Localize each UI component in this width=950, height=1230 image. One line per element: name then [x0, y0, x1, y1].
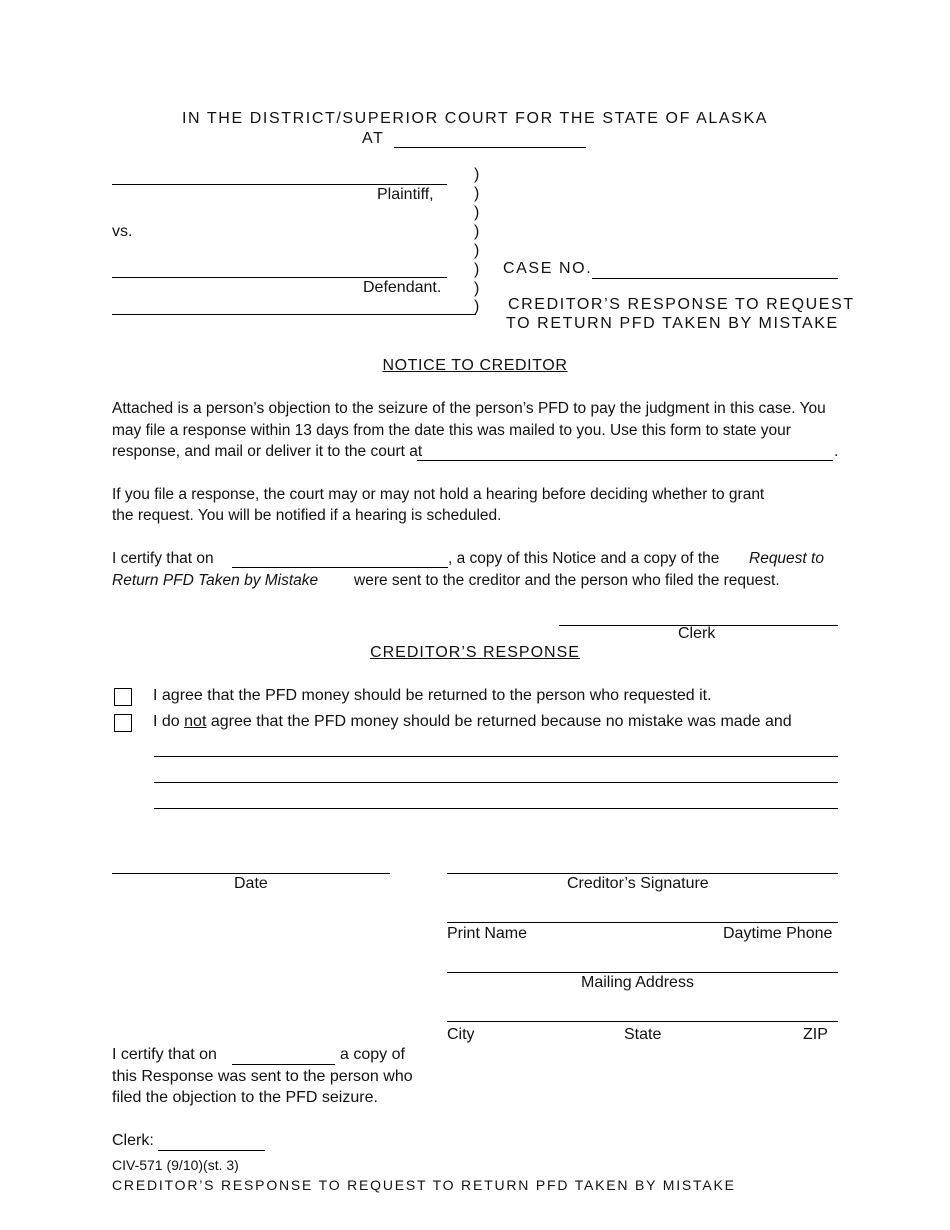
at-label: AT — [362, 130, 385, 147]
daytime-phone-label: Daytime Phone — [723, 925, 833, 942]
case-number-field[interactable] — [592, 278, 838, 279]
hearing-paragraph-line: the request. You will be notified if a hearing is scheduled. — [112, 507, 502, 524]
caption-paren: ) — [474, 185, 480, 202]
certify-italic-title: Return PFD Taken by Mistake — [112, 572, 319, 589]
mailing-address-field[interactable] — [447, 972, 838, 973]
response-clerk-field[interactable] — [158, 1150, 265, 1151]
print-name-label: Print Name — [447, 925, 528, 942]
hearing-paragraph-line: If you file a response, the court may or may not hold a hearing before deciding whether to grant — [112, 486, 765, 503]
plaintiff-name-field[interactable] — [112, 184, 447, 185]
response-clerk-label: Clerk: — [112, 1132, 154, 1149]
disagree-checkbox[interactable] — [114, 714, 132, 732]
notice-paragraph-line: Attached is a person’s objection to the seizure of the person’s PFD to pay the judgment in this case. You — [112, 400, 826, 417]
caption-paren: ) — [474, 261, 480, 278]
document-title-line2: TO RETURN PFD TAKEN BY MISTAKE — [506, 315, 839, 332]
disagree-not: not — [184, 713, 207, 730]
city-label: City — [447, 1026, 475, 1043]
caption-paren: ) — [474, 166, 480, 183]
disagree-option-label — [153, 713, 792, 731]
reason-line[interactable] — [154, 782, 838, 783]
defendant-name-field[interactable] — [112, 277, 447, 278]
caption-paren: ) — [474, 223, 480, 240]
notice-paragraph-line: may file a response within 13 days from the date this was mailed to you. Use this form to state your — [112, 422, 791, 439]
at-location-field[interactable] — [394, 147, 586, 148]
plaintiff-label: Plaintiff, — [377, 186, 434, 203]
caption-paren: ) — [474, 242, 480, 259]
agree-option-label: I agree that the PFD money should be returned to the person who requested it. — [153, 687, 712, 704]
certify-response-text: a copy of — [340, 1046, 405, 1063]
agree-checkbox[interactable] — [114, 688, 132, 706]
certify-response-text: this Response was sent to the person who — [112, 1068, 413, 1085]
certify-text: were sent to the creditor and the person who filed the request. — [354, 572, 780, 589]
state-label: State — [624, 1026, 662, 1043]
caption-paren: ) — [474, 280, 480, 297]
caption-paren: ) — [474, 204, 480, 221]
city-state-zip-field[interactable] — [447, 1021, 838, 1022]
creditor-signature-field[interactable] — [447, 873, 838, 874]
form-code: CIV-571 (9/10)(st. 3) — [112, 1157, 239, 1173]
caption-paren: ) — [474, 298, 480, 315]
disagree-text: agree that the PFD money should be returned because no mistake was made and — [210, 713, 792, 730]
vs-label: vs. — [112, 223, 133, 240]
notice-heading: NOTICE TO CREDITOR — [382, 357, 568, 374]
zip-label: ZIP — [803, 1026, 828, 1043]
disagree-text: I do — [153, 713, 180, 730]
response-date-field[interactable] — [232, 1064, 335, 1065]
certify-text: , a copy of this Notice and a copy of the — [448, 550, 720, 567]
notice-paragraph-line: response, and mail or deliver it to the court at — [112, 443, 423, 460]
certify-response-text: filed the objection to the PFD seizure. — [112, 1089, 378, 1106]
court-heading: IN THE DISTRICT/SUPERIOR COURT FOR THE STATE OF ALASKA — [181, 110, 769, 127]
print-name-phone-field[interactable] — [447, 922, 838, 923]
certify-italic-title: Request to — [749, 550, 824, 567]
defendant-label: Defendant. — [363, 279, 442, 296]
case-no-label: CASE NO. — [503, 260, 593, 277]
date-field[interactable] — [112, 873, 390, 874]
reason-line[interactable] — [154, 756, 838, 757]
period: . — [834, 443, 839, 460]
creditor-signature-label: Creditor’s Signature — [567, 875, 709, 892]
mailing-address-label: Mailing Address — [581, 974, 694, 991]
date-label: Date — [234, 875, 268, 892]
document-title-line1: CREDITOR’S RESPONSE TO REQUEST — [508, 296, 855, 313]
reason-line[interactable] — [154, 808, 838, 809]
notice-date-field[interactable] — [232, 567, 448, 568]
clerk-label: Clerk — [678, 625, 716, 642]
caption-bottom-rule — [112, 314, 476, 315]
response-heading: CREDITOR’S RESPONSE — [370, 644, 580, 661]
certify-text: I certify that on — [112, 550, 214, 567]
court-address-field[interactable] — [417, 460, 833, 461]
footer-form-title: CREDITOR’S RESPONSE TO REQUEST TO RETURN PFD TAKEN BY MISTAKE — [112, 1177, 736, 1193]
certify-response-text: I certify that on — [112, 1046, 217, 1063]
